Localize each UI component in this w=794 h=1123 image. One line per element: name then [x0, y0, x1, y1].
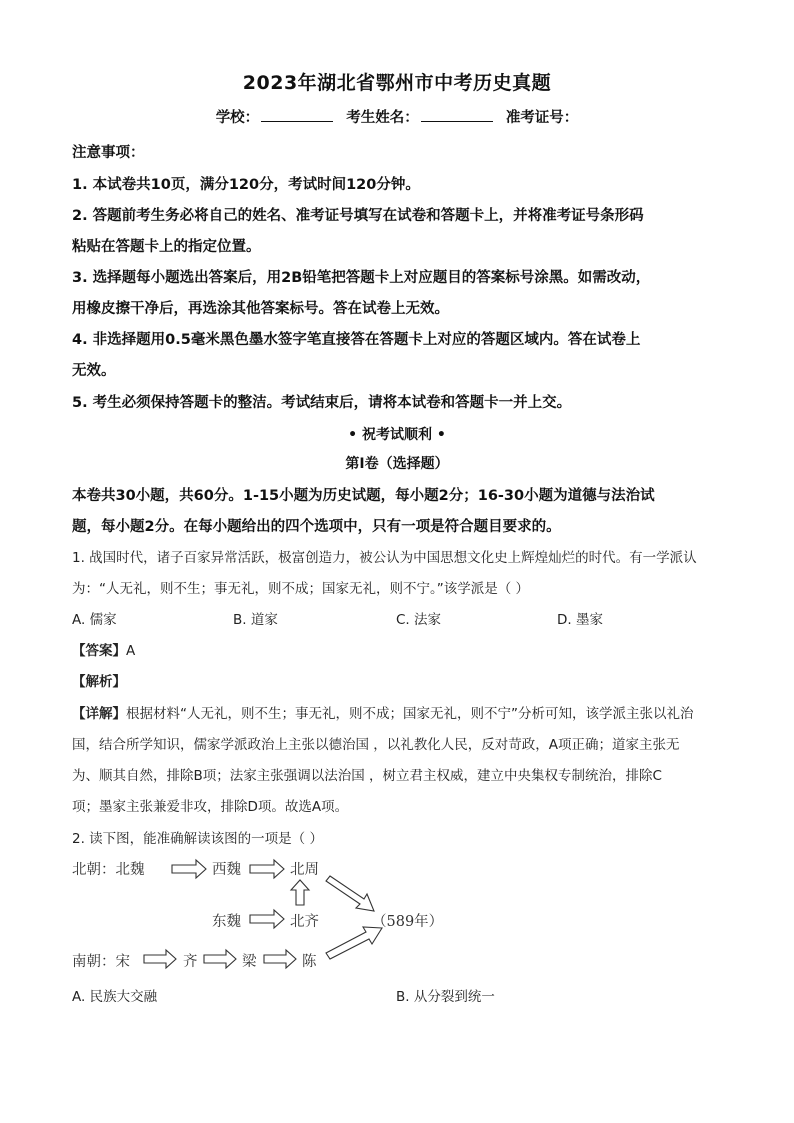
qi-dynasty: 齐 — [183, 954, 198, 970]
arrow-icon — [250, 860, 284, 878]
option-a[interactable]: A. 儒家 — [72, 612, 117, 628]
detail-text: 根据材料“人无礼，则不生；事无礼，则不成；国家无礼，则不宁”分析可知，该学派主张以礼治 — [126, 706, 694, 722]
section-intro: 题，每小题2分。在每小题给出的四个选项中，只有一项是符合题目要求的。 — [72, 519, 561, 535]
northern-zhou: 北周 — [290, 862, 319, 878]
notice-line: 4. 非选择题用0.5毫米黑色墨水签字笔直接答在答题卡上对应的答题区域内。答在试卷上 — [72, 332, 641, 348]
page-title: 2023年湖北省鄂州市中考历史真题 — [242, 72, 552, 94]
option-b[interactable]: B. 从分裂到统一 — [396, 989, 495, 1005]
arrow-icon — [326, 876, 374, 911]
detail-tag: 【详解】 — [72, 706, 126, 722]
notice-line: 5. 考生必须保持答题卡的整洁。考试结束后，请将本试卷和答题卡一并上交。 — [72, 395, 572, 411]
arrow-icon — [250, 910, 284, 928]
notice-line: 无效。 — [72, 363, 116, 379]
notice-line: 1. 本试卷共10页，满分120分，考试时间120分钟。 — [72, 177, 420, 193]
analysis-tag-text: 【解析】 — [72, 674, 126, 690]
notice-line: 2. 答题前考生务必将自己的姓名、准考证号填写在试卷和答题卡上，并将准考证号条形码 — [72, 208, 644, 224]
question-1-stem: 为：“人无礼，则不生；事无礼，则不成；国家无礼，则不宁。”该学派是（ ） — [72, 581, 530, 597]
unification-year: （589年） — [372, 914, 444, 930]
detail-line: 为、顺其自然，排除B项；法家主张强调以法治国 ，树立君主权威，建立中央集权专制统治，排除C — [72, 768, 662, 784]
option-a[interactable]: A. 民族大交融 — [72, 989, 158, 1005]
answer-tag: 【答案】 — [72, 643, 126, 659]
eastern-wei: 东魏 — [212, 914, 241, 930]
arrow-icon — [144, 950, 176, 968]
notice-heading: 注意事项： — [72, 145, 145, 161]
question-2-stem: 2. 读下图，能准确解读该图的一项是（ ） — [72, 831, 323, 847]
name-label: 考生姓名： — [346, 110, 419, 126]
notice-line: 粘贴在答题卡上的指定位置。 — [72, 239, 261, 255]
detail-line: 项；墨家主张兼爱非攻，排除D项。故选A项。 — [72, 799, 349, 815]
western-wei: 西魏 — [212, 862, 241, 878]
northern-qi: 北齐 — [290, 914, 319, 930]
section-intro: 本卷共30小题，共60分。1-15小题为历史试题，每小题2分；16-30小题为道德与法治试 — [72, 488, 655, 504]
arrow-icon — [326, 927, 382, 959]
question-1-stem: 1. 战国时代，诸子百家异常活跃，极富创造力，被公认为中国思想文化史上辉煌灿烂的时代。有一学派认 — [72, 550, 697, 566]
section-title: 第Ⅰ卷（选择题） — [345, 456, 449, 472]
school-label: 学校： — [215, 110, 260, 126]
notice-line: 3. 选择题每小题选出答案后，用2B铅笔把答题卡上对应题目的答案标号涂黑。如需改动， — [72, 270, 651, 286]
id-label: 准考证号： — [505, 110, 579, 126]
answer-value: A — [126, 643, 136, 659]
south-dynasties-label: 南朝：宋 — [72, 954, 130, 970]
good-luck-line: • 祝考试顺利 • — [348, 427, 446, 443]
arrow-icon — [264, 950, 296, 968]
arrow-icon — [172, 860, 206, 878]
option-d[interactable]: D. 墨家 — [557, 612, 603, 628]
option-c[interactable]: C. 法家 — [396, 612, 442, 628]
north-dynasties-label: 北朝：北魏 — [72, 862, 145, 878]
notice-line: 用橡皮擦干净后，再选涂其他答案标号。答在试卷上无效。 — [72, 301, 449, 317]
arrow-icon — [291, 880, 309, 905]
chen-dynasty: 陈 — [302, 954, 317, 970]
detail-line: 国，结合所学知识，儒家学派政治上主张以德治国 ，以礼教化人民，反对苛政，A项正确；道家主张无 — [72, 737, 680, 753]
arrow-icon — [204, 950, 236, 968]
liang-dynasty: 梁 — [242, 954, 257, 970]
option-b[interactable]: B. 道家 — [233, 612, 278, 628]
